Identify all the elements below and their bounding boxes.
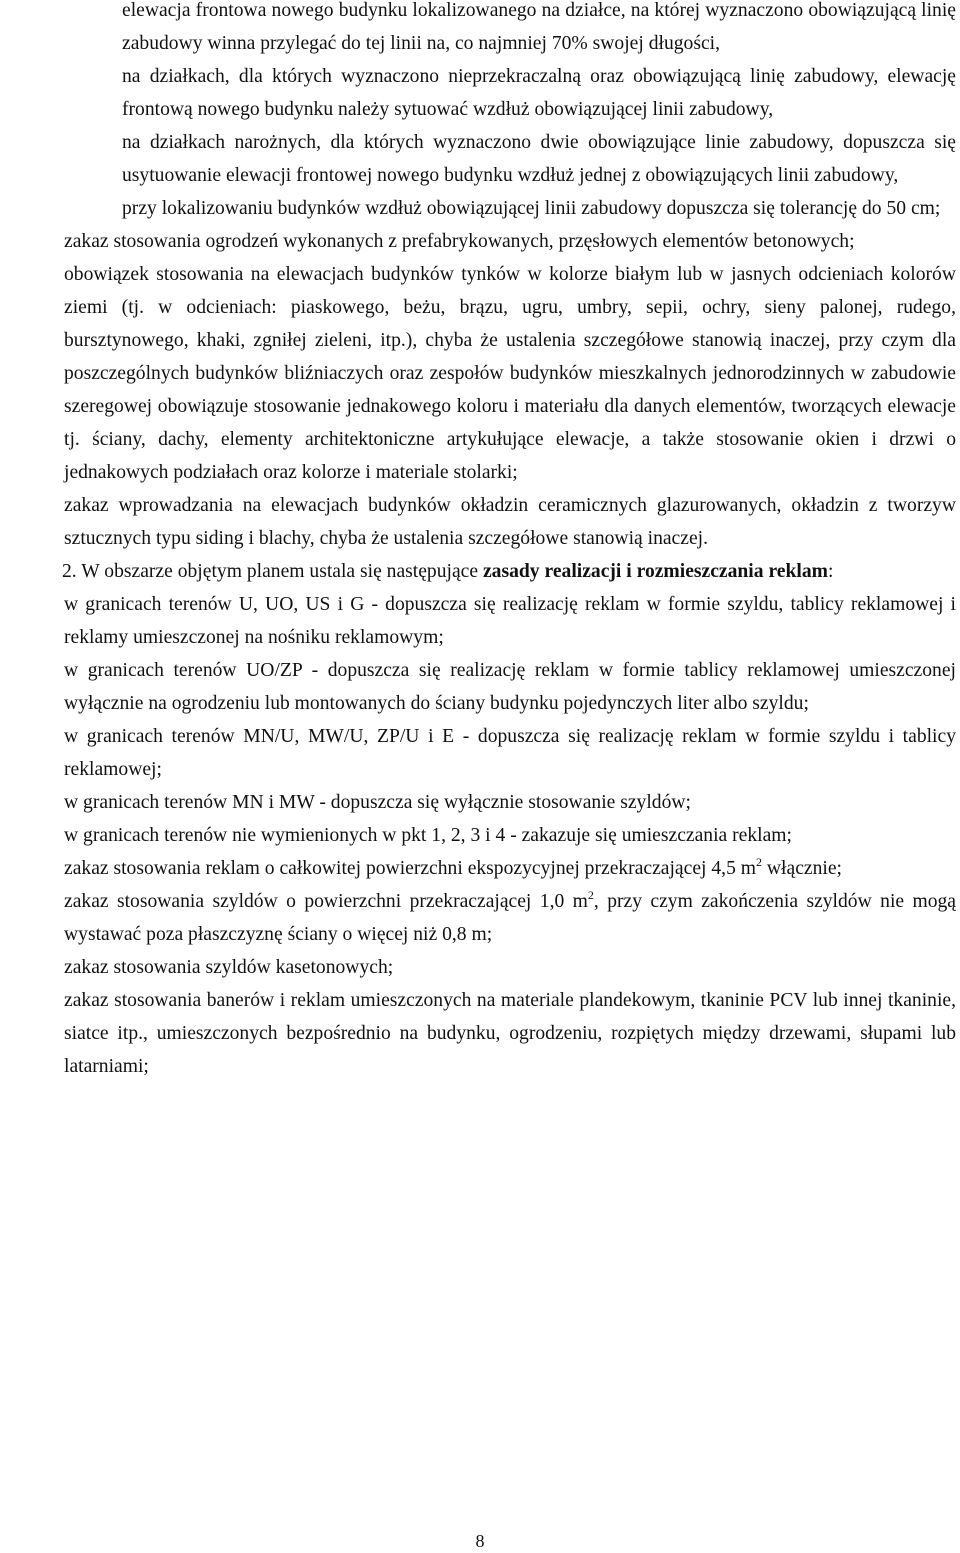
list-text: w granicach terenów nie wymienionych w pkt 1, 2, 3 i 4 - zakazuje się umieszczania reklam; xyxy=(64,825,792,846)
list-text: w granicach terenów MN/U, MW/U, ZP/U i E - dopuszcza się realizację reklam w formie szyldu i tablicy reklamowej; xyxy=(64,726,956,780)
list-item xyxy=(6,786,956,819)
list-item xyxy=(6,0,956,60)
document-body xyxy=(6,0,956,1083)
list-text: zakaz stosowania reklam o całkowitej powierzchni ekspozycyjnej przekraczającej 4,5 m xyxy=(64,858,756,879)
paragraph-text: W obszarze objętym planem ustala się następujące xyxy=(81,561,479,582)
list-item xyxy=(6,192,956,225)
list-item xyxy=(6,951,956,984)
list-text-end: , przy czym zakończenia szyldów nie mogą wystawać poza płaszczyznę ściany o więcej niż 0,8 m; xyxy=(64,891,957,945)
paragraph-number: 2. xyxy=(62,561,77,582)
page-number: 8 xyxy=(475,1531,485,1551)
list-text: w granicach terenów MN i MW - dopuszcza się wyłącznie stosowanie szyldów; xyxy=(64,792,691,813)
superscript: 2 xyxy=(756,855,762,869)
list-text: obowiązek stosowania na elewacjach budynków tynków w kolorze białym lub w jasnych odcieniach kolorów ziemi (tj. w odcieniach: piaskowego, beżu, brązu, ugru, umbry, sepii, ochry, sieny palonej, rudego, bursztynowego, khaki, zgniłej zieleni, itp.), chyba że ustalenia szczegółowe stanowią inaczej, przy czym dla poszczególnych budynków bliźniaczych oraz zespołów budynków mieszkalnych jednorodzinnych w zabudowie szeregowej obowiązuje stosowanie jednakowego koloru i materiału dla danych elementów, tworzących elewacje tj. ściany, dachy, elementy architektoniczne artykułujące elewacje, a także stosowanie okien i drzwi o jednakowych podziałach oraz kolorze i materiale stolarki; xyxy=(64,264,956,483)
list-item xyxy=(6,654,956,720)
list-text: w granicach terenów UO/ZP - dopuszcza się realizację reklam w formie tablicy reklamowej umieszczonej wyłącznie na ogrodzeniu lub montowanych do ściany budynku pojedynczych liter albo szyldu; xyxy=(64,660,956,714)
list-text: przy lokalizowaniu budynków wzdłuż obowiązującej linii zabudowy dopuszcza się tolerancję do 50 cm; xyxy=(122,198,941,219)
list-text-end: włącznie; xyxy=(762,858,842,879)
list-text: zakaz wprowadzania na elewacjach budynków okładzin ceramicznych glazurowanych, okładzin z tworzyw sztucznych typu siding i blachy, chyba że ustalenia szczegółowe stanowią inaczej. xyxy=(64,495,956,549)
list-text: zakaz stosowania banerów i reklam umieszczonych na materiale plandekowym, tkaninie PCV lub innej tkaninie, siatce itp., umieszczonych bezpośrednio na budynku, ogrodzeniu, rozpiętych między drzewami, słupami lub latarniami; xyxy=(64,990,956,1077)
list-text: zakaz stosowania ogrodzeń wykonanych z prefabrykowanych, przęsłowych elementów betonowych; xyxy=(64,231,855,252)
list-item xyxy=(6,819,956,852)
list-text: zakaz stosowania szyldów kasetonowych; xyxy=(64,957,394,978)
list-item xyxy=(6,588,956,654)
list-text: na działkach narożnych, dla których wyznaczono dwie obowiązujące linie zabudowy, dopuszcza się usytuowanie elewacji frontowej nowego budynku wzdłuż jednej z obowiązujących linii zabudowy, xyxy=(122,132,956,186)
list-item xyxy=(6,489,956,555)
list-text: elewacja frontowa nowego budynku lokalizowanego na działce, na której wyznaczono obowiązującą linię zabudowy winna przylegać do tej linii na, co najmniej 70% swojej długości, xyxy=(122,0,956,54)
list-item xyxy=(6,720,956,786)
list-text: w granicach terenów U, UO, US i G - dopuszcza się realizację reklam w formie szyldu, tablicy reklamowej i reklamy umieszczonej na nośniku reklamowym; xyxy=(64,594,956,648)
list-item xyxy=(6,60,956,126)
list-item xyxy=(6,984,956,1083)
list-text: zakaz stosowania szyldów o powierzchni przekraczającej 1,0 m xyxy=(64,891,588,912)
list-item xyxy=(6,126,956,192)
paragraph-2 xyxy=(6,555,956,588)
list-item xyxy=(6,852,956,885)
superscript: 2 xyxy=(587,888,594,902)
paragraph-colon: : xyxy=(827,561,834,582)
list-item xyxy=(6,885,956,951)
list-item xyxy=(6,258,956,489)
list-text: na działkach, dla których wyznaczono nieprzekraczalną oraz obowiązującą linię zabudowy, elewację frontową nowego budynku należy sytuować wzdłuż obowiązującej linii zabudowy, xyxy=(122,66,956,120)
paragraph-bold-text: zasady realizacji i rozmieszczania reklam xyxy=(482,561,828,582)
list-item xyxy=(6,225,956,258)
